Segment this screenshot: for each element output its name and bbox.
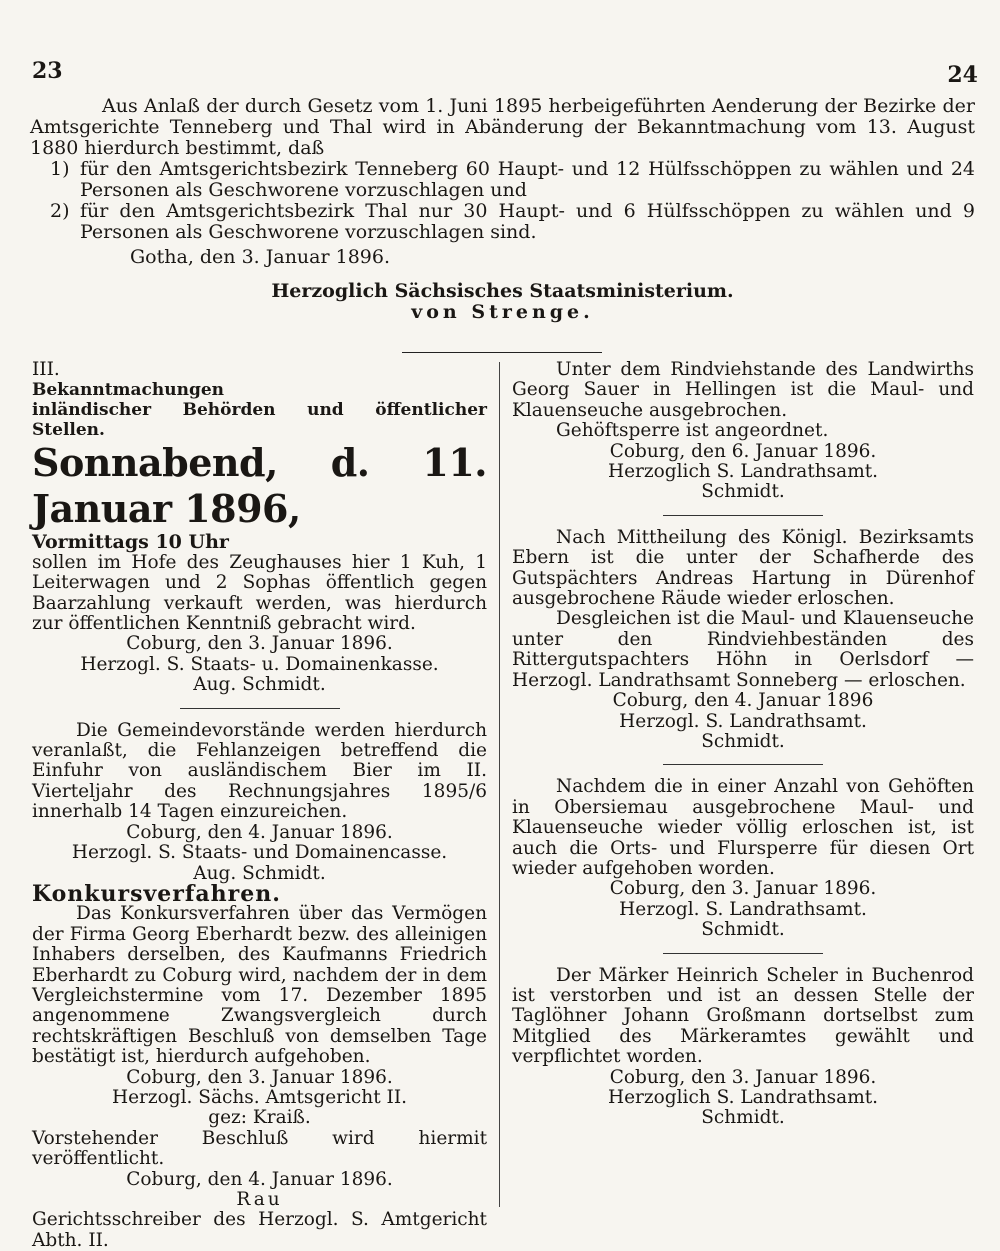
- notice-divider: [663, 953, 823, 954]
- section-rule: [402, 352, 602, 353]
- top-list-item: [30, 201, 975, 243]
- section-number: III.: [32, 359, 60, 380]
- section-subtitle: inländischer Behörden und öffentlicher Stellen.: [32, 400, 487, 441]
- notice-divider: [663, 764, 823, 765]
- notice-3-signer: Schmidt.: [701, 919, 785, 941]
- top-list-item: [30, 159, 975, 201]
- beer-text: Die Gemeindevorstände werden hierdurch veranlaßt, die Fehlanzeigen betreffend die Einfuhr von ausländischem Bier im II. Vierteljahr des Rechnungsjahres 1895/6 innerhalb 14 Tagen einzureichen.: [32, 719, 487, 823]
- konkurs-publication: Vorstehender Beschluß wird hiermit veröffentlicht.: [32, 1127, 487, 1170]
- list-text: für den Amtsgerichtsbezirk Thal nur 30 Haupt- und 6 Hülfsschöppen zu wählen und 9 Personen als Geschworene vorzuschlagen sind.: [80, 200, 975, 243]
- notice-1-text: Unter dem Rindviehstande des Landwirths Georg Sauer in Hellingen ist die Maul- und Klauenseuche ausgebrochen.: [512, 359, 974, 421]
- notice-4-text: Der Märker Heinrich Scheler in Buchenrod ist verstorben und ist an dessen Stelle der Taglöhner Johann Großmann dortselbst zum Mitglied des Märkeramtes gewählt und verpflichtet worden.: [512, 964, 974, 1068]
- sale-time: Vormittags 10 Uhr: [32, 531, 229, 554]
- notice-1-date: Coburg, den 6. Januar 1896.: [609, 440, 877, 462]
- beer-office: Herzogl. S. Staats- und Domainencasse.: [71, 842, 448, 864]
- notice-divider: [180, 708, 340, 709]
- sale-signer: Aug. Schmidt.: [193, 674, 326, 696]
- beer-signer: Aug. Schmidt.: [193, 862, 326, 884]
- notice-1-signer: Schmidt.: [701, 481, 785, 503]
- konkurs-pub-office: Gerichtsschreiber des Herzogl. S. Amtgericht Abth. II.: [32, 1209, 487, 1251]
- konkurs-pub-signer: Rau: [236, 1189, 283, 1210]
- right-column: [512, 360, 974, 1129]
- konkurs-pub-date: Coburg, den 4. Januar 1896.: [126, 1168, 393, 1190]
- sale-text: sollen im Hofe des Zeughauses hier 1 Kuh, 1 Leiterwagen und 2 Sophas öffentlich gegen Baarzahlung verkauft werden, was hierdurch zur öffentlichen Kenntniß gebracht wird.: [32, 551, 487, 635]
- notice-3-office: Herzogl. S. Landrathsamt.: [619, 898, 867, 920]
- notice-4-date: Coburg, den 3. Januar 1896.: [609, 1066, 877, 1088]
- notice-3-date: Coburg, den 3. Januar 1896.: [609, 878, 877, 900]
- list-text: für den Amtsgerichtsbezirk Tenneberg 60 Haupt- und 12 Hülfsschöppen zu wählen und 24 Personen als Geschworene vorzuschlagen und: [80, 158, 975, 201]
- top-date: Gotha, den 3. Januar 1896.: [130, 246, 391, 268]
- notice-2-date: Coburg, den 4. Januar 1896: [612, 690, 874, 712]
- notice-divider: [663, 515, 823, 516]
- section-title: Bekanntmachungen: [32, 380, 225, 401]
- top-ministry: Herzoglich Sächsisches Staatsministerium.: [271, 280, 734, 302]
- left-column: [32, 360, 487, 1251]
- top-announcement: [30, 96, 975, 323]
- notice-1-extra: Gehöftsperre ist angeordnet.: [556, 420, 829, 442]
- konkurs-text: Das Konkursverfahren über das Vermögen der Firma Georg Eberhardt bezw. des alleinigen Inhabers derselben, des Kaufmanns Friedrich Eberhardt zu Coburg wird, nachdem der in dem Vergleichstermine vom 17. Dezember 1895 angenommene Zwangsvergleich durch rechtskräftigen Beschluß von demselben Tage bestätigt ist, hierdurch aufgehoben.: [32, 903, 487, 1068]
- page-number-left: 23: [32, 58, 63, 84]
- konkurs-office: Herzogl. Sächs. Amtsgericht II.: [111, 1086, 408, 1108]
- notice-3-text: Nachdem die in einer Anzahl von Gehöften in Obersiemau ausgebrochene Maul- und Klauenseuche wieder völlig erloschen ist, ist auch die Orts- und Flursperre für diesen Ort wieder aufgehoben worden.: [512, 776, 974, 879]
- notice-4-office: Herzoglich S. Landrathsamt.: [607, 1087, 879, 1108]
- list-number: 2): [50, 200, 70, 222]
- konkurs-signer: gez: Kraiß.: [208, 1107, 311, 1129]
- notice-2-signer: Schmidt.: [701, 730, 785, 752]
- top-signer: von Strenge.: [411, 301, 594, 323]
- notice-2-text: Nach Mittheilung des Königl. Bezirksamts Ebern ist die unter der Schafherde des Gutspächters Andreas Hartung in Dürenhof ausgebrochene Räude wieder erloschen.: [512, 526, 974, 610]
- notice-4-signer: Schmidt.: [701, 1107, 785, 1129]
- sale-date: Coburg, den 3. Januar 1896.: [126, 633, 393, 655]
- top-list: [30, 159, 975, 243]
- sale-office: Herzogl. S. Staats- u. Domainenkasse.: [80, 653, 439, 675]
- notice-1-office: Herzoglich S. Landrathsamt.: [607, 461, 879, 483]
- list-number: 1): [50, 158, 70, 180]
- beer-date: Coburg, den 4. Januar 1896.: [126, 821, 393, 843]
- konkurs-date: Coburg, den 3. Januar 1896.: [126, 1066, 393, 1088]
- konkurs-title: Konkursverfahren.: [32, 880, 281, 907]
- sale-headline: Sonnabend, d. 11. Januar 1896,: [32, 440, 487, 532]
- page-number-right: 24: [947, 62, 978, 88]
- notice-2-text2: Desgleichen ist die Maul- und Klauenseuche unter den Rindviehbeständen des Rittergutspachters Höhn in Oerlsdorf — Herzogl. Landrathsamt Sonneberg — erloschen.: [512, 608, 974, 691]
- notice-2-office: Herzogl. S. Landrathsamt.: [619, 710, 867, 732]
- top-intro: Aus Anlaß der durch Gesetz vom 1. Juni 1895 herbeigeführten Aenderung der Bezirke der Amtsgerichte Tenneberg und Thal wird in Abänderung der Bekanntmachung vom 13. August 1880 hierdurch bestimmt, daß: [30, 95, 975, 159]
- column-divider: [499, 362, 500, 1207]
